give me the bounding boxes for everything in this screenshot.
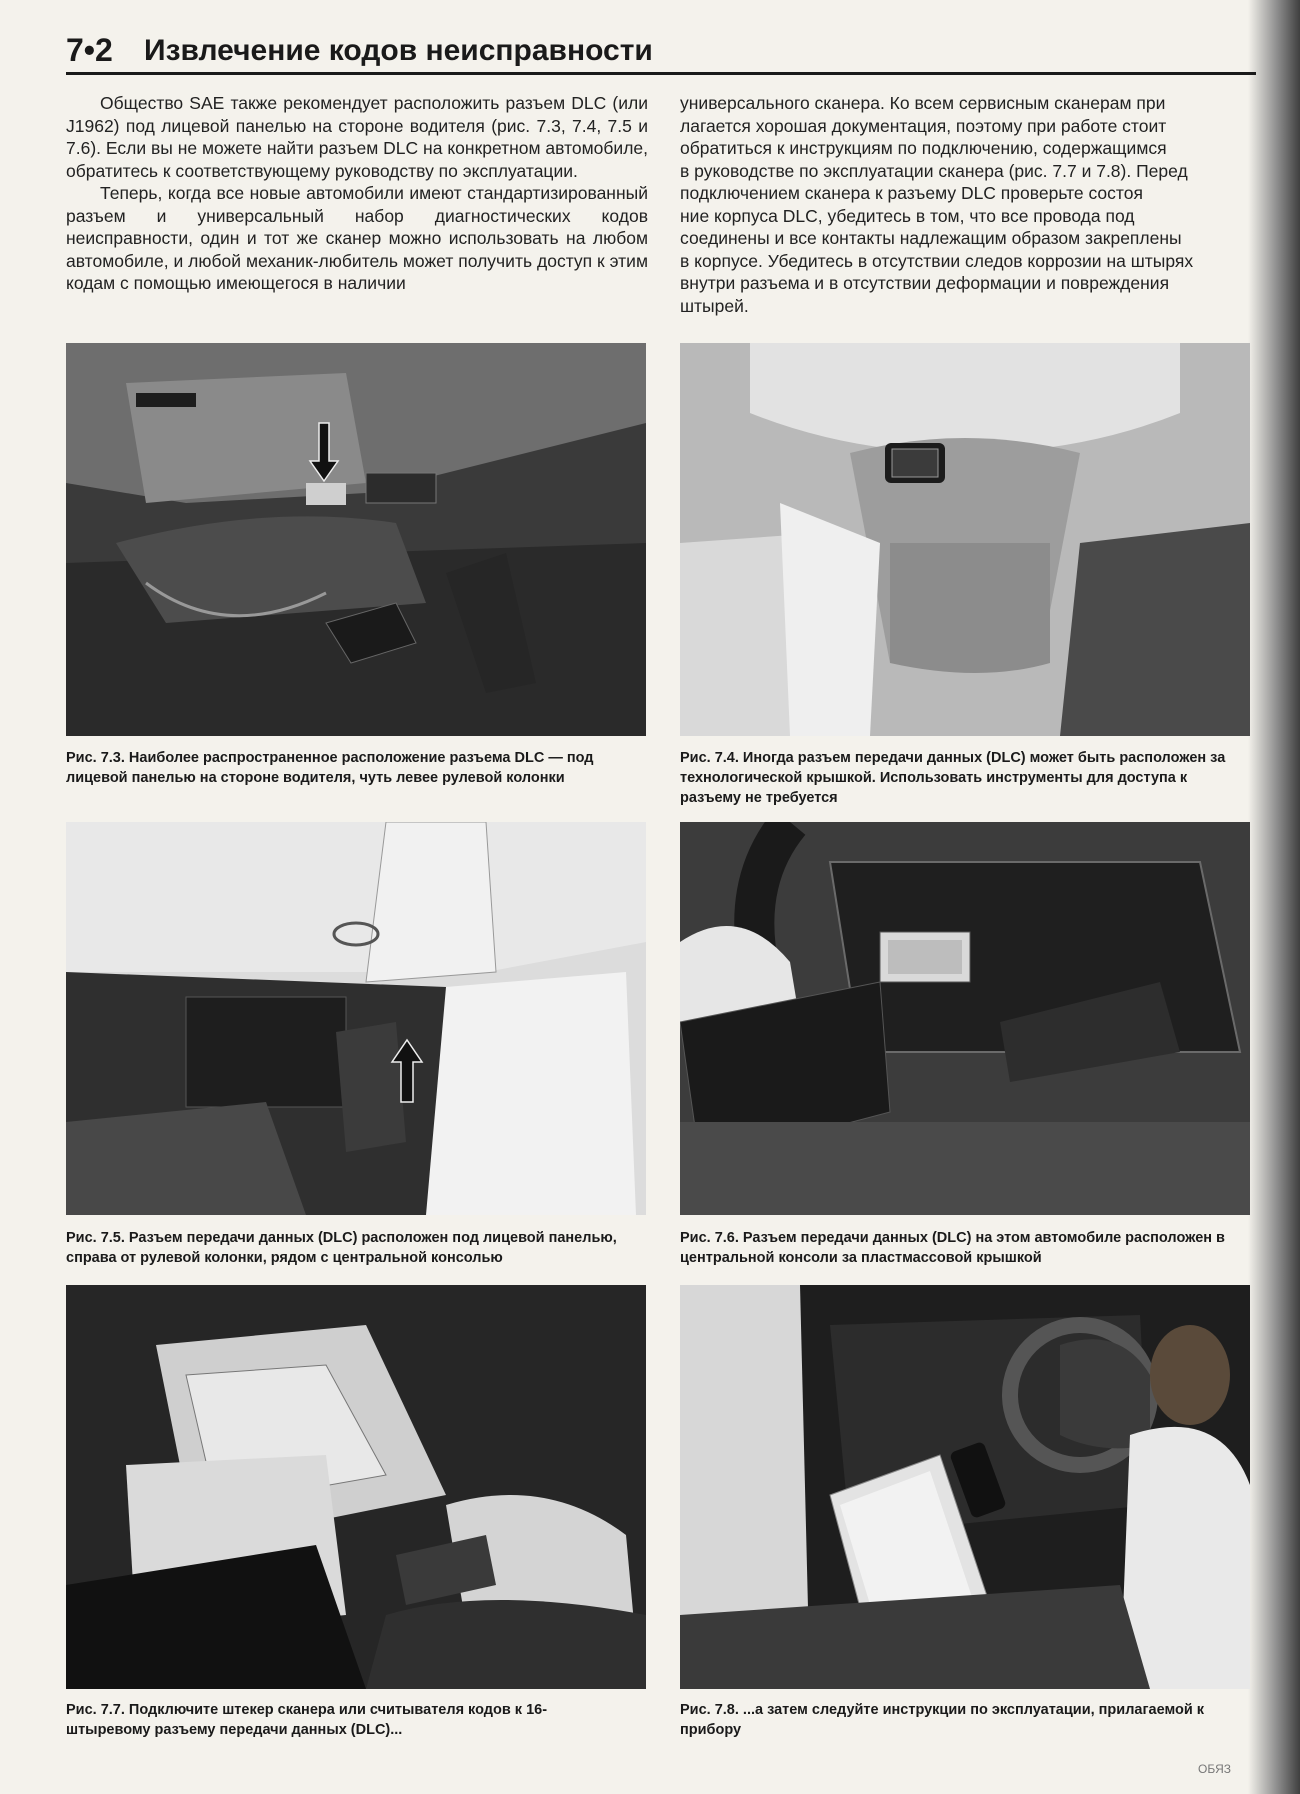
figure-7-3-photo [66, 343, 646, 736]
right-text-column [680, 92, 1280, 317]
text-line: универсального сканера. Ко всем сервисным сканерам при [680, 93, 1166, 113]
corner-label: ОБЯЗ [1198, 1762, 1231, 1776]
text-line: обратиться к инструкциям по подключению, содержащимся [680, 138, 1167, 158]
header-rule [66, 72, 1256, 75]
figure-7-6-photo [680, 822, 1250, 1215]
figure-7-6-caption: Рис. 7.6. Разъем передачи данных (DLC) на этом автомобиле расположен в центральной консоли за пластмассовой крышкой [680, 1230, 1225, 1266]
page-header [66, 32, 1256, 72]
left-text-column [66, 92, 648, 295]
paragraph: Теперь, когда все новые автомобили имеют стандартизированный разъем и универсальный набор диагностических кодов неисправности, один и тот же сканер можно использовать на любом автомобиле, и любой механик-любитель может получить доступ к этим кодам с помощью имеющегося в наличии [66, 183, 648, 293]
figure-7-4-caption: Рис. 7.4. Иногда разъем передачи данных (DLC) может быть расположен за технологической крышкой. Использовать инструменты для доступа к разъему не требуется [680, 750, 1226, 806]
text-line: лагается хорошая документация, поэтому при работе стоит [680, 115, 1167, 136]
figure-7-5-caption: Рис. 7.5. Разъем передачи данных (DLC) расположен под лицевой панелью, справа от рулевой колонки, рядом с центральной консолью [66, 1230, 617, 1266]
text-line: внутри разъема и в отсутствии деформации и повреждения [680, 273, 1170, 293]
figure-7-8-photo [680, 1285, 1250, 1689]
text-line: в руководстве по эксплуатации сканера (рис. 7.7 и 7.8). Перед [680, 160, 1188, 181]
page-number: 7•2 [66, 32, 113, 68]
figure-7-3-caption: Рис. 7.3. Наиболее распространенное расположение разъема DLC — под лицевой панелью на стороне водителя, чуть левее рулевой колонки [66, 750, 594, 786]
figure-7-5-photo [66, 822, 646, 1215]
figure-7-7-caption: Рис. 7.7. Подключите штекер сканера или считывателя кодов к 16-штыревому разъему передачи данных (DLC)... [66, 1702, 548, 1738]
text-line: в корпусе. Убедитесь в отсутствии следов коррозии на штырях [680, 250, 1194, 271]
text-line: соединены и все контакты надлежащим образом закреплены [680, 228, 1182, 248]
paragraph: Общество SAE также рекомендует расположить разъем DLC (или J1962) под лицевой панелью на стороне водителя (рис. 7.3, 7.4, 7.5 и 7.6). Если вы не можете найти разъем DLC на конкретном автомобиле, обратитесь к соответствующему руководству по эксплуатации. [66, 93, 648, 181]
text-line: ние корпуса DLC, убедитесь в том, что все провода под [680, 205, 1135, 226]
figure-7-8-caption: Рис. 7.8. ...а затем следуйте инструкции по эксплуатации, прилагаемой к прибору [680, 1702, 1205, 1738]
figure-7-7-photo [66, 1285, 646, 1689]
text-line: штырей. [680, 295, 749, 316]
chapter-title: Извлечение кодов неисправности [144, 34, 653, 67]
figure-7-4-photo [680, 343, 1250, 736]
text-line: подключением сканера к разъему DLC проверьте состоя [680, 183, 1143, 203]
